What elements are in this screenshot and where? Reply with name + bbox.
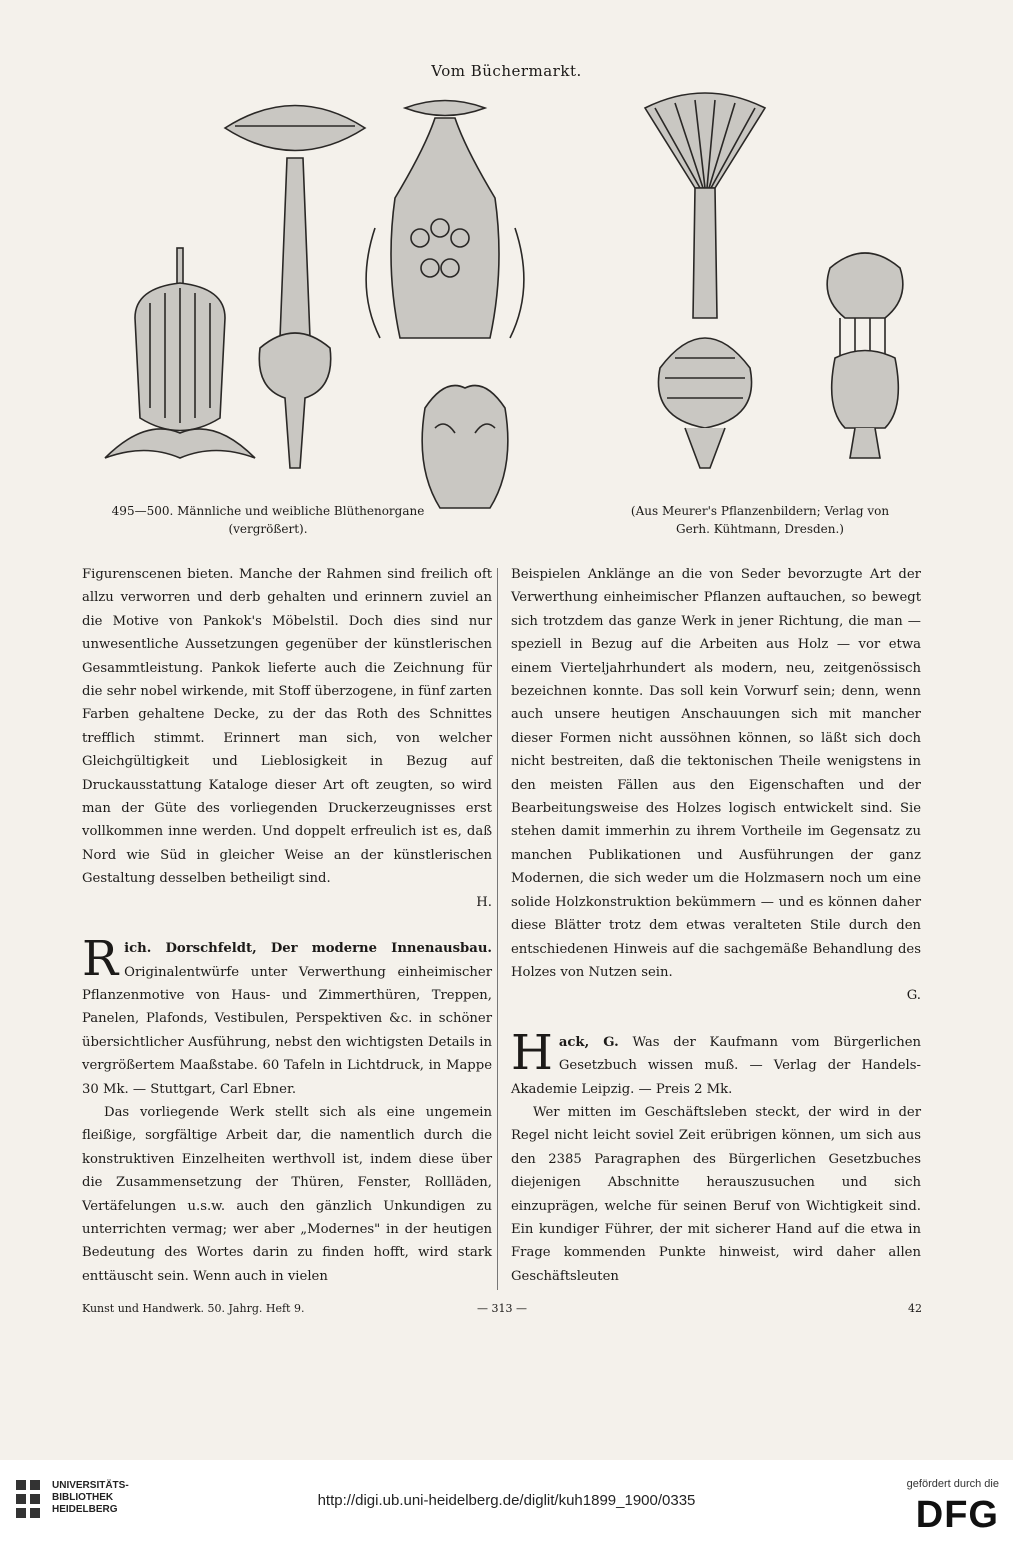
flower-organ-1 — [105, 248, 255, 458]
drop-cap: R — [82, 931, 119, 988]
paragraph: Beispielen Anklänge an die von Seder bevorzugte Art der Verwerthung einheimischer Pflanzen auftauchen, so bewegt sich trotzdem das ganze Werk in jener Richtung, die man — speziell in Bezug auf die Arbeiten aus Holz — vor etwa einem Vierteljahrhundert als modern, neu, zeitgenössisch bezeichnen konnte. Das soll kein Vorwurf sein; denn, wenn auch unsere heutigen Anschauungen sich mit mancher dieser Formen nicht aussöhnen können, so läßt sich doch nicht bestreiten, daß die tektonischen Theile wenigstens in den meisten Fällen aus den Eigenschaften und der Bearbeitungsweise des Holzes logisch entwickelt sind. Sie stehen damit immerhin zu ihrem Vortheile im Gegensatz zu manchen Publikationen und Ausführungen der ganz Modernen, die sich weder um die Holzmasern noch um eine solide Holzkonstruktion bekümmern — und es können daher diese Blätter trotz dem etwas veralteten Stile durch den entschiedenen Hinweis auf die sachgemäße Behandlung des Holzes von Nutzen sein. — [511, 567, 921, 980]
review-entry — [82, 931, 492, 1101]
signature: G. — [906, 988, 921, 1004]
figure-caption-right: (Aus Meurer's Pflanzenbildern; Verlag von Gerh. Kühtmann, Dresden.) — [630, 504, 890, 536]
sheet-number: 42 — [908, 1302, 922, 1315]
paragraph: Wer mitten im Geschäftsleben steckt, der wird in der Regel nicht leicht soviel Zeit erübrigen können, um sich aus den 2385 Paragraphen des Bürgerlichen Gesetzbuches diejenigen Abschnitte herauszusuchen und sich einzuprägen, welche für seinen Beruf von Wichtigkeit sind. Ein kundiger Führer, der mit sicherer Hand auf die etwa in Frage kommenden Punkte hinweist, wird daher allen Geschäftsleuten — [511, 1104, 921, 1284]
running-head: Vom Büchermarkt. — [431, 62, 582, 80]
review-heading: ich. Dorschfeldt, Der moderne Innenausbau. — [124, 941, 492, 957]
permalink-url[interactable]: http://digi.ub.uni-heidelberg.de/diglit/kuh1899_1900/0335 — [317, 1492, 696, 1509]
signature: H. — [476, 894, 492, 910]
review-heading: ack, G. — [558, 1034, 619, 1050]
figure-caption-left: 495—500. Männliche und weibliche Blüthenorgane (vergrößert). — [111, 504, 425, 536]
flower-organ-6 — [827, 253, 903, 458]
flower-organ-3 — [366, 101, 524, 339]
column-divider — [497, 568, 498, 1290]
flower-organ-2 — [225, 106, 365, 469]
review-details: Was der Kaufmann vom Bürgerlichen Gesetzbuch wissen muß. — Verlag der Handels-Akademie Leipzig. — Preis 2 Mk. — [511, 1034, 922, 1097]
right-column — [511, 563, 921, 1288]
drop-cap: H — [511, 1024, 553, 1081]
flower-organ-5 — [645, 93, 765, 468]
flower-organ-4 — [422, 386, 508, 509]
paragraph: Das vorliegende Werk stellt sich als eine ungemein fleißige, sorgfältige Arbeit dar, die namentlich durch die konstruktiven Einzelheiten werthvoll ist, indem diese über die Zusammensetzung der Thüren, Fenster, Rollläden, Vertäfelungen u.s.w. auch den gänzlich Unkundigen zu unterrichten vermag; wer aber „Modernes" in der heutigen Bedeutung des Wortes darin zu finden hofft, wird stark enttäuscht sein. Wenn auch in vielen — [82, 1104, 492, 1284]
dfg-logo[interactable]: DFG — [915, 1494, 999, 1536]
botanical-illustration — [95, 88, 915, 528]
funding-caption: gefördert durch die — [906, 1478, 999, 1490]
page-number: — 313 — — [477, 1302, 527, 1315]
review-entry — [511, 1024, 922, 1101]
paragraph: Figurenscenen bieten. Manche der Rahmen sind freilich oft allzu verworren und derb gehalten und erinnern zuviel an die Motive von Pankok's Möbelstil. Doch dies sind nur unwesentliche Aussetzungen gegenüber der künstlerischen Gesammtleistung. Pankok lieferte auch die Zeichnung für die sehr nobel wirkende, mit Stoff überzogene, in fünf zarten Farben gehaltene Decke, zu der das Roth des Schnittes trefflich stimmt. Erinnert man sich, von welcher Gleichgültigkeit und Lieblosigkeit in Bezug auf Druckausstattung Kataloge dieser Art oft zeugten, so wird man der Güte des vorliegenden Druckerzeugnisses erst vollkommen inne werden. Und doppelt erfreulich ist es, daß Nord wie Süd in gleicher Weise an der künstlerischen Gestaltung desselben betheiligt sind. — [82, 567, 492, 887]
library-name[interactable]: UNIVERSITÄTS- BIBLIOTHEK HEIDELBERG — [52, 1480, 129, 1515]
review-details: Originalentwürfe unter Verwerthung einheimischer Pflanzenmotive von Haus- und Zimmerthüren, Treppen, Panelen, Plafonds, Vestibulen, Perspektiven &c. in schöner übersichtlicher Ausführung, nebst den wichtigsten Details in vergrößertem Maaßstabe. 60 Tafeln in Lichtdruck, in Mappe 30 Mk. — Stuttgart, Carl Ebner. — [82, 964, 492, 1097]
journal-info: Kunst und Handwerk. 50. Jahrg. Heft 9. — [82, 1302, 305, 1315]
left-column — [82, 563, 492, 1288]
